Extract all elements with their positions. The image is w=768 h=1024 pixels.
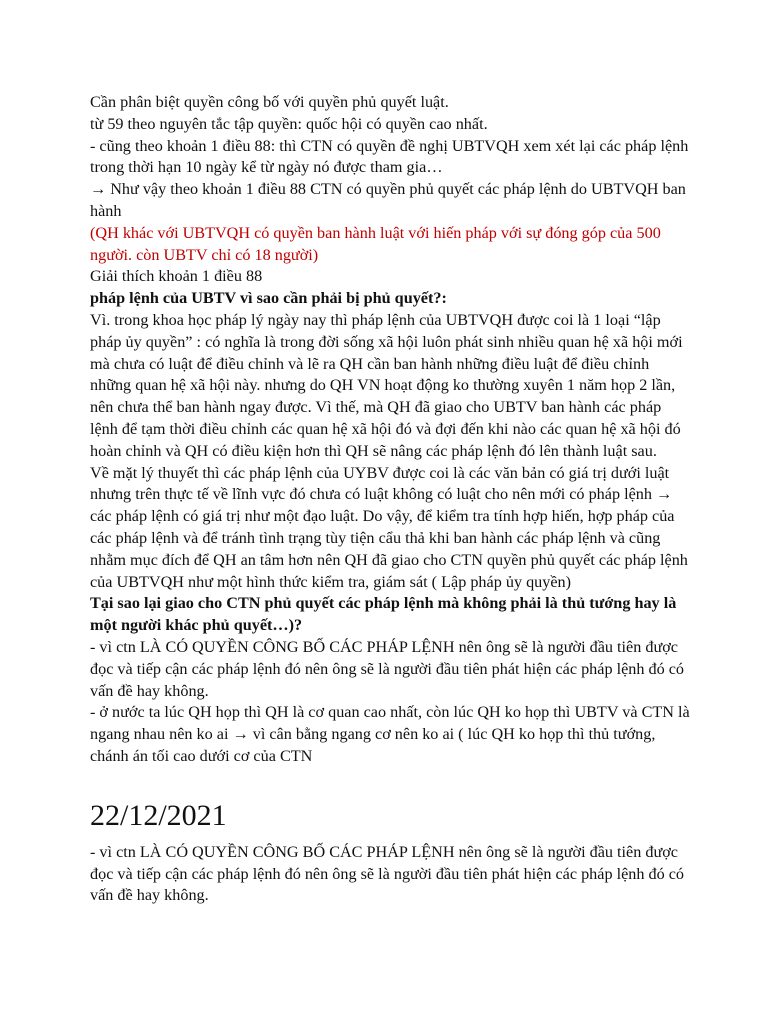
- question-2-paragraph-1: - vì ctn LÀ CÓ QUYỀN CÔNG BỐ CÁC PHÁP LỆNH nên ông sẽ là người đầu tiên được đọc và tiếp cận các pháp lệnh đó nên ông sẽ là người đầu tiên phát hiện các pháp lệnh đó có vấn đề hay không.: [90, 637, 685, 700]
- question-2-paragraph-2: - ở nước ta lúc QH họp thì QH là cơ quan cao nhất, còn lúc QH ko họp thì UBTV và CTN là ngang nhau nên ko ai → vì cân bằng ngang cơ nên ko ai ( lúc QH ko họp thì thủ tướng, chánh án tối cao dưới cơ của CTN: [90, 703, 690, 765]
- after-date-paragraph: - vì ctn LÀ CÓ QUYỀN CÔNG BỐ CÁC PHÁP LỆNH nên ông sẽ là người đầu tiên được đọc và tiếp cận các pháp lệnh đó nên ông sẽ là người đầu tiên phát hiện các pháp lệnh đó có vấn đề hay không.: [90, 842, 685, 905]
- question-2-heading: Tại sao lại giao cho CTN phủ quyết các pháp lệnh mà không phải là thủ tướng hay là một người khác phủ quyết…)?: [90, 594, 677, 635]
- intro-line-1: Cần phân biệt quyền công bố với quyền phủ quyết luật.: [90, 93, 449, 111]
- question-1-heading: pháp lệnh của UBTV vì sao cần phải bị phủ quyết?:: [90, 289, 447, 308]
- document-body: [90, 92, 690, 907]
- question-1-paragraph-2: Về mặt lý thuyết thì các pháp lệnh của UYBV được coi là các văn bản có giá trị dưới luật nhưng trên thực tế về lĩnh vực đó chưa có luật không có luật cho nên mới có pháp lệnh → các pháp lệnh có giá trị như một đạo luật. Do vậy, để kiểm tra tính hợp hiến, hợp pháp của các pháp lệnh và để tránh tình trạng tùy tiện cẩu thả khi ban hành các pháp lệnh và cũng nhằm mục đích để QH an tâm hơn nên QH đã giao cho CTN quyền phủ quyết các pháp lệnh của UBTVQH như một hình thức kiểm tra, giám sát ( Lập pháp ủy quyền): [90, 463, 688, 591]
- intro-line-2: từ 59 theo nguyên tắc tập quyền: quốc hội có quyền cao nhất.: [90, 114, 488, 133]
- red-note: (QH khác với UBTVQH có quyền ban hành luật với hiến pháp với sự đóng góp của 500 người. còn UBTV chỉ có 18 người): [90, 223, 661, 264]
- intro-line-4: → Như vậy theo khoản 1 điều 88 CTN có quyền phủ quyết các pháp lệnh do UBTVQH ban hành: [90, 180, 686, 220]
- date-heading: 22/12/2021: [90, 798, 227, 832]
- intro-line-3: - cũng theo khoản 1 điều 88: thì CTN có quyền đề nghị UBTVQH xem xét lại các pháp lệnh trong thời hạn 10 ngày kể từ ngày nó được tham gia…: [90, 136, 689, 177]
- question-1-paragraph-1: Vì. trong khoa học pháp lý ngày nay thì pháp lệnh của UBTVQH được coi là 1 loại “lập pháp ủy quyền” : có nghĩa là trong đời sống xã hội luôn phát sinh nhiều quan hệ xã hội mới mà chưa có luật để điều chỉnh và lẽ ra QH cần ban hành những điều luật để điều chỉnh những quan hệ xã hội này. nhưng do QH VN hoạt động ko thường xuyên 1 năm họp 2 lần, nên chưa thể ban hành ngay được. Vì thế, mà QH đã giao cho UBTV ban hành các pháp lệnh để tạm thời điều chỉnh các quan hệ xã hội đó và đợi đến khi nào các quan hệ xã hội đó hoàn chỉnh và QH có điều kiện hơn thì QH sẽ nâng các pháp lệnh đó lên thành luật sau.: [90, 310, 683, 460]
- explain-heading: Giải thích khoản 1 điều 88: [90, 267, 263, 286]
